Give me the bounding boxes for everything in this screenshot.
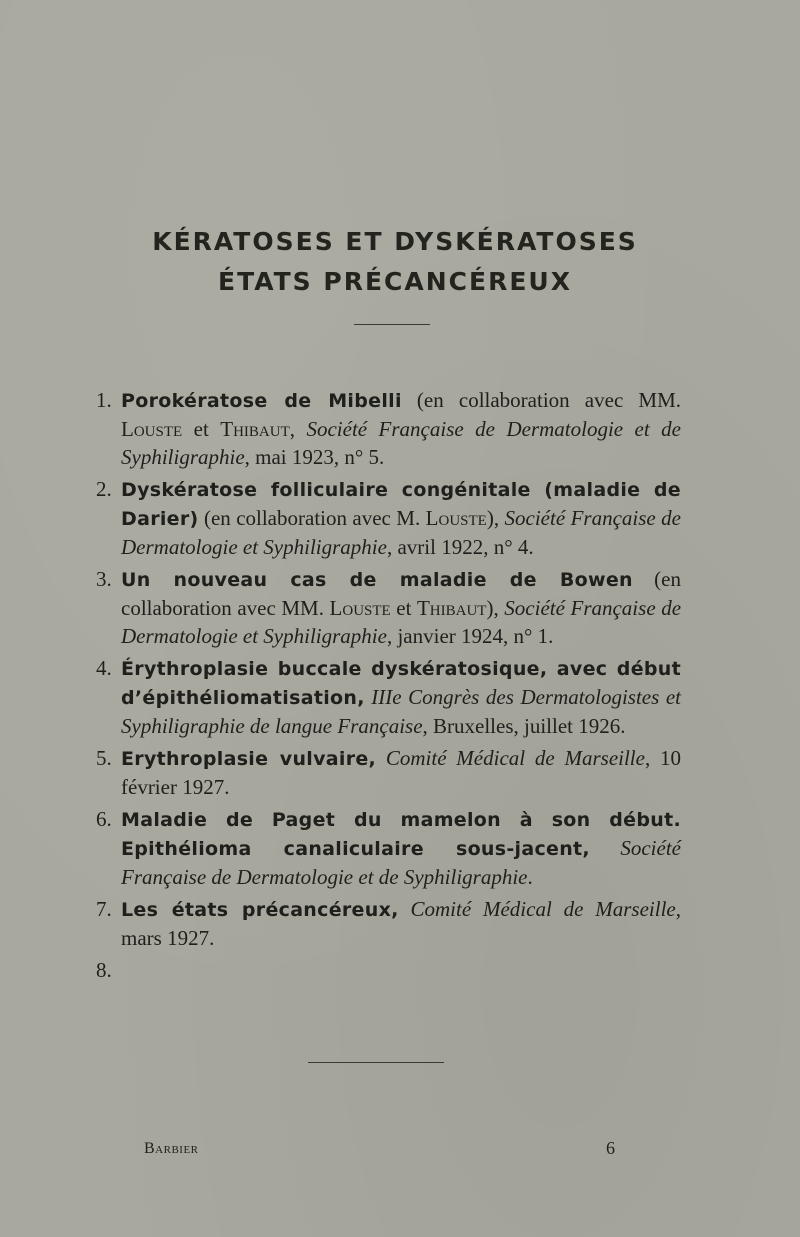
item-number: 1. (96, 388, 112, 412)
item-text (399, 897, 411, 921)
item-number: 6. (96, 807, 112, 831)
item-number: 5. (96, 746, 112, 770)
item-text: (en collaboration avec MM. (121, 567, 681, 620)
journal-name: Comité Médical de Marseille (385, 746, 645, 770)
item-text: et (390, 596, 417, 620)
list-item (96, 565, 681, 650)
list-item (96, 386, 681, 471)
item-number: 8. (96, 958, 112, 982)
author-name: Louste (121, 417, 183, 441)
item-title: Maladie de Paget du mamelon à son début. Epithélioma canaliculaire sous-jacent, (121, 809, 681, 860)
item-text: , mars 1927. (121, 897, 681, 950)
item-text (376, 746, 386, 770)
publication-list (96, 386, 681, 988)
item-number: 7. (96, 897, 112, 921)
item-text: . (527, 865, 533, 889)
item-number: 2. (96, 477, 112, 501)
item-title: Dyskératose folliculaire congénitale (maladie de Darier) (121, 479, 681, 530)
list-item (96, 805, 681, 891)
item-title: Erythroplasie vulvaire, (121, 748, 377, 770)
item-text: , Bruxelles, juillet 1926. (422, 714, 626, 738)
item-number: 4. (96, 656, 112, 680)
list-item (96, 744, 681, 801)
item-number: 3. (96, 567, 112, 591)
title-block (0, 222, 790, 302)
item-text: , avril 1922, n° 4. (386, 535, 534, 559)
item-text (590, 836, 620, 860)
item-text: ), (486, 596, 505, 620)
item-text: , 10 février 1927. (121, 746, 681, 799)
title-line-2: ÉTATS PRÉCANCÉREUX (218, 267, 572, 296)
item-text: , (289, 417, 307, 441)
item-text: (en collaboration avec M. (198, 506, 426, 530)
item-title: Porokératose de Mibelli (121, 390, 402, 412)
journal-name: Société Française de Dermatologie et de Syphiligraphie (121, 417, 681, 469)
author-name: Louste (425, 506, 487, 530)
item-text: ), (486, 506, 505, 530)
author-name: Thibaut (416, 596, 487, 620)
journal-name: Société Française de Dermatologie et Syphiligraphie (121, 506, 681, 559)
list-item (96, 895, 681, 952)
list-item (96, 956, 681, 984)
journal-name: Comité Médical de Marseille (410, 897, 676, 921)
journal-name: IIIe Congrès des Dermatologistes et Syphiligraphie de langue Française (121, 685, 681, 738)
author-name: Louste (329, 596, 391, 620)
item-text: et (182, 417, 221, 441)
footer-divider (308, 1062, 444, 1063)
author-name: Thibaut (220, 417, 290, 441)
list-item (96, 475, 681, 561)
item-text: , mai 1923, n° 5. (244, 445, 385, 469)
page-number: 6 (606, 1138, 615, 1158)
journal-name: Société Française de Dermatologie et de Syphiligraphie (121, 836, 681, 889)
footer-author: Barbier (144, 1140, 199, 1157)
item-title: Érythroplasie buccale dyskératosique, avec début d’épithéliomatisation, (121, 658, 681, 709)
item-text: , janvier 1924, n° 1. (386, 624, 554, 648)
item-title: Un nouveau cas de maladie de Bowen (121, 569, 633, 591)
title-divider (354, 324, 430, 325)
item-title: Les états précancéreux, (121, 899, 399, 921)
journal-name: Société Française de Dermatologie et Syphiligraphie (121, 596, 682, 648)
title-line-1: KÉRATOSES ET DYSKÉRATOSES (152, 227, 638, 256)
item-text: (en collaboration avec MM. (401, 388, 681, 412)
list-item (96, 654, 681, 740)
